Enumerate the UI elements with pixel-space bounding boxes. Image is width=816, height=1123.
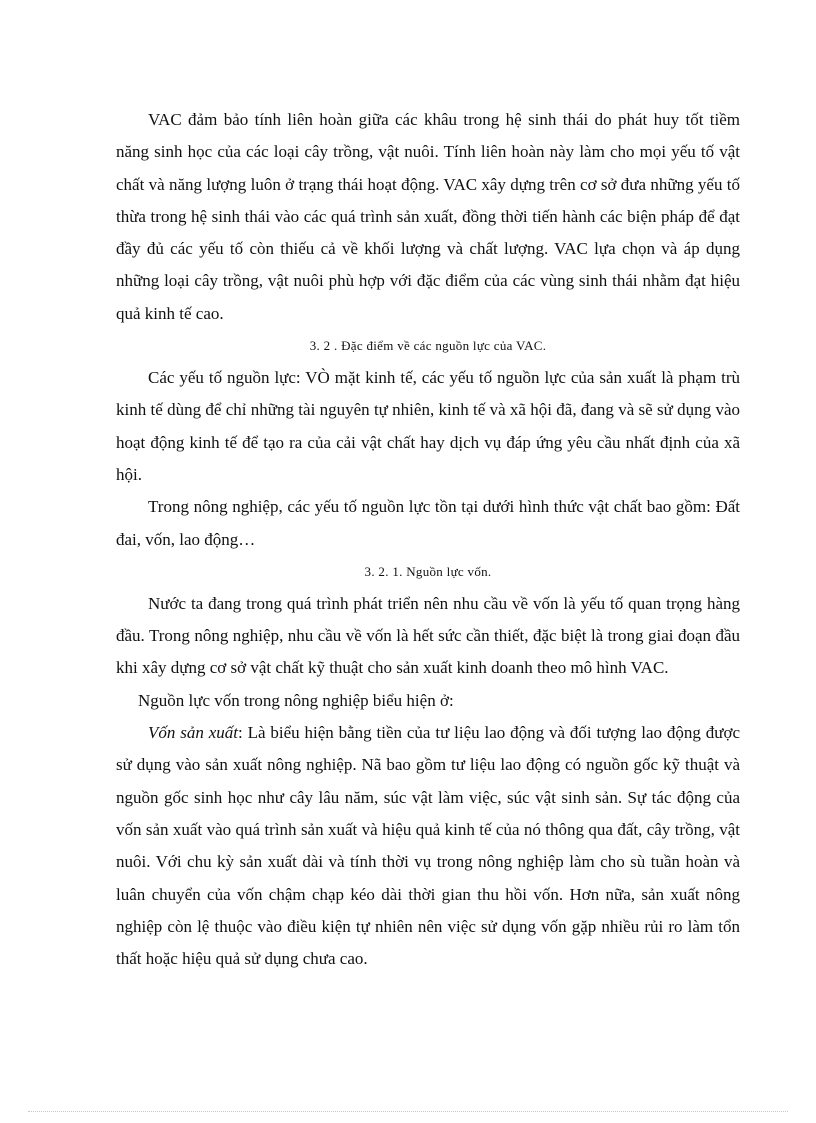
section-heading-3-2: 3. 2 . Đặc điểm về các nguồn lực của VAC.	[309, 338, 547, 354]
definition-production-capital: : Là biểu hiện bằng tiền của tư liệu lao động và đối tượng lao động được sử dụng vào sản xuất nông nghiệp. Nã bao gồm tư liệu lao động có nguồn gốc kỹ thuật và nguồn gốc sinh học như cây lâu năm, súc vật làm việc, súc vật sinh sản. Sự tác động của vốn sản xuất vào quá trình sản xuất và hiệu quả kinh tế của nó thông qua đất, cây trồng, vật nuôi. Với chu kỳ sản xuất dài và tính thời vụ trong nông nghiệp làm cho sù tuần hoàn và luân chuyển của vốn chậm chạp kéo dài thời gian thu hồi vốn. Hơn nữa, sản xuất nông nghiệp còn lệ thuộc vào điều kiện tự nhiên nên việc sử dụng vốn gặp nhiều rủi ro làm tổn thất hoặc hiệu quả sử dụng chưa cao.	[116, 723, 740, 969]
document-page	[116, 104, 740, 975]
section-heading-3-2-1: 3. 2. 1. Nguồn lực vốn.	[364, 563, 492, 579]
paragraph-agriculture-resources: Trong nông nghiệp, các yếu tố nguồn lực tồn tại dưới hình thức vật chất bao gồm: Đất đai, vốn, lao động…	[116, 497, 740, 549]
term-production-capital: Vốn sản xuất	[148, 723, 238, 743]
paragraph-capital-need: Nước ta đang trong quá trình phát triển nên nhu cầu về vốn là yếu tố quan trọng hàng đầu. Trong nông nghiệp, nhu cầu về vốn là hết sức cần thiết, đặc biệt là trong giai đoạn đầu khi xây dựng cơ sở vật chất kỹ thuật cho sản xuất kinh doanh theo mô hình VAC.	[116, 593, 740, 678]
paragraph-resource-factors: Các yếu tố nguồn lực: VÒ mặt kinh tế, các yếu tố nguồn lực của sản xuất là phạm trù kinh tế dùng để chỉ những tài nguyên tự nhiên, kinh tế và xã hội đã, đang và sẽ sử dụng vào hoạt động kinh tế để tạo ra của cải vật chất hay dịch vụ đáp ứng yêu cầu nhất định của xã hội.	[116, 368, 740, 484]
paragraph-capital-forms: Nguồn lực vốn trong nông nghiệp biểu hiện ở:	[138, 690, 454, 710]
paragraph-production-capital	[116, 717, 740, 975]
paragraph-vac-continuity: VAC đảm bảo tính liên hoàn giữa các khâu trong hệ sinh thái do phát huy tốt tiềm năng sinh học của các loại cây trồng, vật nuôi. Tính liên hoàn này làm cho mọi yếu tố vật chất và năng lượng luôn ở trạng thái hoạt động. VAC xây dựng trên cơ sở đưa những yếu tố thừa trong hệ sinh thái vào các quá trình sản xuất, đồng thời tiến hành các biện pháp để đạt đầy đủ các yếu tố còn thiếu cả về khối lượng và chất lượng. VAC lựa chọn và áp dụng những loại cây trồng, vật nuôi phù hợp với đặc điểm của các vùng sinh thái nhằm đạt hiệu quả kinh tế cao.	[116, 110, 740, 323]
page-bottom-divider	[28, 1111, 788, 1112]
